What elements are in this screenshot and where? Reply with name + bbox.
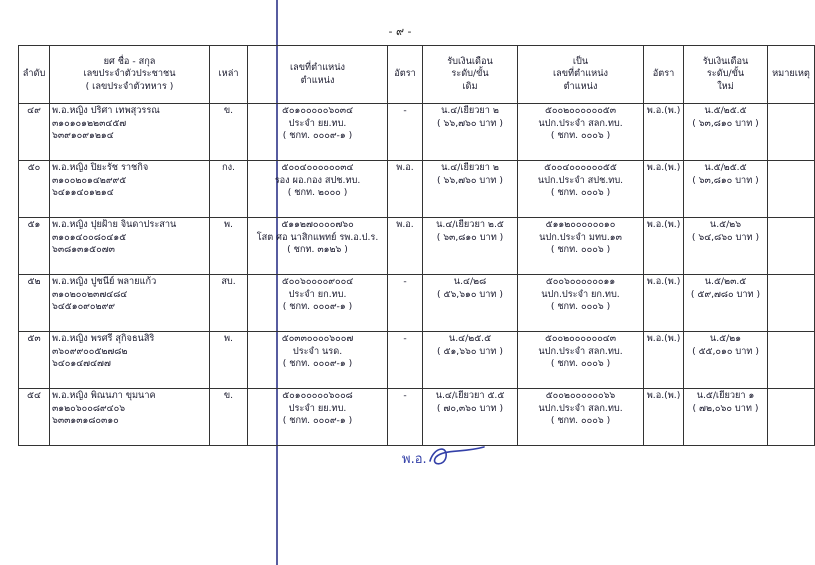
cell-new-salary: น.๕/๒๕.๕ ( ๖๓,๘๑๐ บาท ) bbox=[684, 161, 768, 218]
cell-new-position: ๕๑๑๒๐๐๐๐๐๐๑๐ นปก.ประจำ มทบ.๑๓ ( ชกท. ๐๐๐๖ ) bbox=[518, 218, 644, 275]
signature bbox=[400, 435, 490, 475]
cell-remark bbox=[768, 389, 815, 446]
cell-position: ๕๐๓๓๐๐๐๐๖๐๐๗ ประจำ นรด. ( ชกท. ๐๐๐๙-๑ ) bbox=[248, 332, 388, 389]
cell-old-salary: น.๔/เยียวยา ๒ ( ๖๖,๗๖๐ บาท ) bbox=[423, 104, 518, 161]
cell-name: พ.อ.หญิง ปริศา เทพสุวรรณ ๓๑๐๑๐๑๒๒๓๔๕๗ ๖๓๙๑๐๙๑๒๑๔ bbox=[50, 104, 210, 161]
header-seq: ลำดับ bbox=[19, 46, 50, 104]
header-name: ยศ ชื่อ - สกุล เลขประจำตัวประชาชน ( เลขประจำตัวทหาร ) bbox=[50, 46, 210, 104]
cell-seq: ๕๑ bbox=[19, 218, 50, 275]
cell-name: พ.อ.หญิง ปุยฝ้าย จินดาประสาน ๓๑๐๑๔๐๐๘๐๔๑๕ ๖๓๘๑๓๑๕๐๗๓ bbox=[50, 218, 210, 275]
cell-rate: พ.อ. bbox=[388, 161, 423, 218]
cell-new-position: ๕๐๐๖๐๐๐๐๐๐๑๑ นปก.ประจำ ยก.ทบ. ( ชกท. ๐๐๐๖ ) bbox=[518, 275, 644, 332]
cell-old-salary: น.๔/๒๘ ( ๕๖,๖๑๐ บาท ) bbox=[423, 275, 518, 332]
cell-new-rate: พ.อ.(พ.) bbox=[644, 332, 684, 389]
cell-seq: ๕๐ bbox=[19, 161, 50, 218]
cell-remark bbox=[768, 161, 815, 218]
cell-new-salary: น.๕/๒๕.๕ ( ๖๓,๘๑๐ บาท ) bbox=[684, 104, 768, 161]
cell-seq: ๕๒ bbox=[19, 275, 50, 332]
header-rate: อัตรา bbox=[388, 46, 423, 104]
cell-old-salary: น.๔/เยียวยา ๒.๕ ( ๖๓,๘๑๐ บาท ) bbox=[423, 218, 518, 275]
signature-stroke bbox=[430, 447, 484, 464]
cell-name: พ.อ.หญิง พิณนภา ขุมนาค ๓๑๒๐๖๐๐๘๙๔๐๖ ๖๓๓๑๓๑๘๐๓๑๐ bbox=[50, 389, 210, 446]
cell-remark bbox=[768, 104, 815, 161]
cell-new-rate: พ.อ.(พ.) bbox=[644, 161, 684, 218]
header-position: เลขที่ตำแหน่ง ตำแหน่ง bbox=[248, 46, 388, 104]
signature-rank: พ.อ. bbox=[402, 452, 427, 467]
cell-corps: สบ. bbox=[210, 275, 248, 332]
table-row bbox=[19, 104, 815, 161]
cell-seq: ๔๙ bbox=[19, 104, 50, 161]
cell-new-rate: พ.อ.(พ.) bbox=[644, 104, 684, 161]
table-row bbox=[19, 275, 815, 332]
cell-rate: พ.อ. bbox=[388, 218, 423, 275]
cell-name: พ.อ.หญิง ปิยะรัช ราชกิจ ๓๑๐๐๒๐๑๔๒๙๙๕ ๖๔๑๑๔๐๑๒๑๔ bbox=[50, 161, 210, 218]
header-corps: เหล่า bbox=[210, 46, 248, 104]
cell-position: ๕๐๑๐๐๐๐๐๖๐๓๔ ประจำ ยย.ทบ. ( ชกท. ๐๐๐๙-๑ ) bbox=[248, 104, 388, 161]
cell-position: ๕๑๑๒๗๐๐๐๐๗๖๐ โสต ศอ นาสิกแพทย์ รพ.อ.ป.ร. ( ชกท. ๓๑๒๖ ) bbox=[248, 218, 388, 275]
cell-corps: กง. bbox=[210, 161, 248, 218]
cell-rate: - bbox=[388, 104, 423, 161]
header-remark: หมายเหตุ bbox=[768, 46, 815, 104]
header-new-salary: รับเงินเดือน ระดับ/ขั้น ใหม่ bbox=[684, 46, 768, 104]
cell-position: ๕๐๐๔๐๐๐๐๐๐๓๔ รอง ผอ.กอง สปช.ทบ. ( ชกท. ๒๐๐๐ ) bbox=[248, 161, 388, 218]
cell-new-position: ๕๐๐๒๐๐๐๐๐๐๕๓ นปก.ประจำ สลก.ทบ. ( ชกท. ๐๐๐๖ ) bbox=[518, 104, 644, 161]
cell-old-salary: น.๔/๒๕.๕ ( ๕๑,๖๖๐ บาท ) bbox=[423, 332, 518, 389]
table-row bbox=[19, 161, 815, 218]
cell-new-position: ๕๐๐๔๐๐๐๐๐๐๕๕ นปก.ประจำ สปช.ทบ. ( ชกท. ๐๐๐๖ ) bbox=[518, 161, 644, 218]
cell-corps: ข. bbox=[210, 104, 248, 161]
cell-new-rate: พ.อ.(พ.) bbox=[644, 389, 684, 446]
cell-new-salary: น.๕/เยียวยา ๑ ( ๗๒,๐๖๐ บาท ) bbox=[684, 389, 768, 446]
cell-new-salary: น.๕/๒๑ ( ๕๕,๐๑๐ บาท ) bbox=[684, 332, 768, 389]
cell-old-salary: น.๔/เยียวยา ๒ ( ๖๖,๗๖๐ บาท ) bbox=[423, 161, 518, 218]
cell-seq: ๕๔ bbox=[19, 389, 50, 446]
cell-corps: ข. bbox=[210, 389, 248, 446]
cell-seq: ๕๓ bbox=[19, 332, 50, 389]
page-number: - ๙ - bbox=[388, 25, 412, 38]
cell-new-salary: น.๕/๒๖ ( ๖๔,๘๖๐ บาท ) bbox=[684, 218, 768, 275]
cell-rate: - bbox=[388, 389, 423, 446]
personnel-table bbox=[18, 45, 815, 446]
cell-new-rate: พ.อ.(พ.) bbox=[644, 218, 684, 275]
cell-position: ๕๐๐๖๐๐๐๐๙๐๐๔ ประจำ ยก.ทบ. ( ชกท. ๐๐๐๙-๑ ) bbox=[248, 275, 388, 332]
table-row bbox=[19, 332, 815, 389]
cell-corps: พ. bbox=[210, 332, 248, 389]
table-row bbox=[19, 218, 815, 275]
header-old-salary: รับเงินเดือน ระดับ/ขั้น เดิม bbox=[423, 46, 518, 104]
cell-rate: - bbox=[388, 275, 423, 332]
cell-rate: - bbox=[388, 332, 423, 389]
cell-remark bbox=[768, 275, 815, 332]
header-row bbox=[19, 46, 815, 104]
cell-name: พ.อ.หญิง พรศรี สุกิจธนสิริ ๓๖๐๙๙๐๐๕๒๗๘๒ ๖๔๐๑๔๗๔๗๗ bbox=[50, 332, 210, 389]
header-new-rate: อัตรา bbox=[644, 46, 684, 104]
cell-remark bbox=[768, 218, 815, 275]
cell-name: พ.อ.หญิง ปูชนีย์ พลายแก้ว ๓๑๐๒๐๐๒๓๗๔๘๔ ๖๔๕๑๐๙๐๒๙๙ bbox=[50, 275, 210, 332]
cell-remark bbox=[768, 332, 815, 389]
cell-position: ๕๐๑๐๐๐๐๐๖๐๐๘ ประจำ ยย.ทบ. ( ชกท. ๐๐๐๙-๑ ) bbox=[248, 389, 388, 446]
cell-corps: พ. bbox=[210, 218, 248, 275]
cell-new-rate: พ.อ.(พ.) bbox=[644, 275, 684, 332]
cell-new-position: ๕๐๐๒๐๐๐๐๐๐๖๖ นปก.ประจำ สลก.ทบ. ( ชกท. ๐๐๐๖ ) bbox=[518, 389, 644, 446]
cell-new-position: ๕๐๐๒๐๐๐๐๐๐๔๓ นปก.ประจำ สลก.ทบ. ( ชกท. ๐๐๐๖ ) bbox=[518, 332, 644, 389]
cell-new-salary: น.๕/๒๓.๕ ( ๕๙,๗๘๐ บาท ) bbox=[684, 275, 768, 332]
cell-old-salary: น.๔/เยียวยา ๕.๕ ( ๗๐,๓๖๐ บาท ) bbox=[423, 389, 518, 446]
header-new-position: เป็น เลขที่ตำแหน่ง ตำแหน่ง bbox=[518, 46, 644, 104]
